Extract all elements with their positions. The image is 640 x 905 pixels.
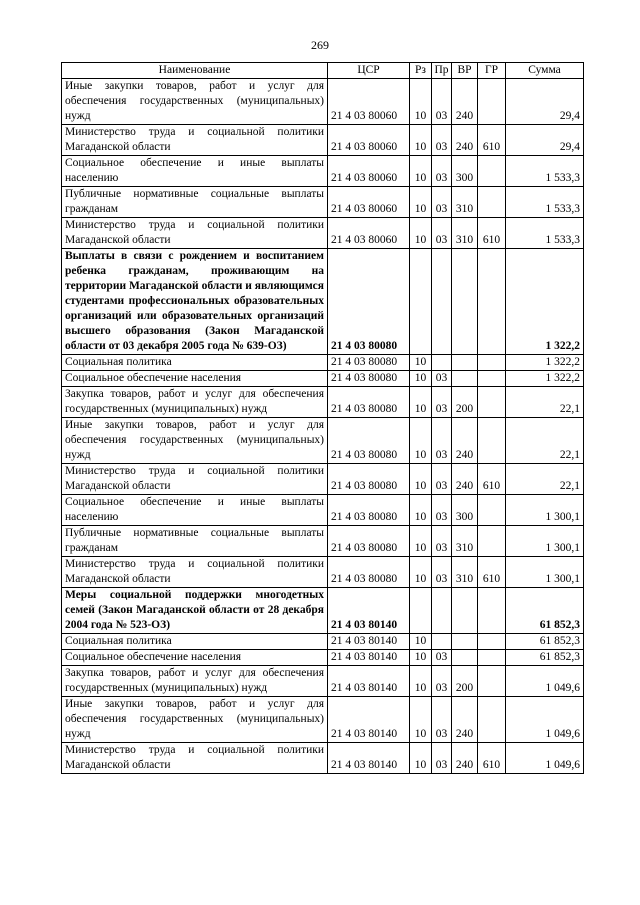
row-csr: 21 4 03 80080	[328, 526, 410, 557]
row-rz: 10	[410, 697, 432, 743]
row-vr: 310	[452, 557, 478, 588]
row-name: Министерство труда и социальной политики Магаданской области	[62, 464, 328, 495]
row-sum: 61 852,3	[506, 650, 584, 666]
row-gr	[478, 418, 506, 464]
table-row	[62, 650, 584, 666]
table-row	[62, 187, 584, 218]
row-csr: 21 4 03 80140	[328, 697, 410, 743]
row-rz: 10	[410, 387, 432, 418]
table-row	[62, 588, 584, 634]
row-gr: 610	[478, 125, 506, 156]
row-csr: 21 4 03 80080	[328, 387, 410, 418]
row-csr: 21 4 03 80080	[328, 495, 410, 526]
row-name: Выплаты в связи с рождением и воспитанием ребенка гражданам, проживающим на территории Магаданской области и являющимся студентами профессиональных образовательных организаций или образовательных организаций высшего образования (Закон Магаданской области от 03 декабря 2005 года № 639-ОЗ)	[62, 249, 328, 355]
row-gr	[478, 588, 506, 634]
row-sum: 61 852,3	[506, 588, 584, 634]
row-csr: 21 4 03 80080	[328, 557, 410, 588]
row-csr: 21 4 03 80140	[328, 743, 410, 774]
table-row	[62, 526, 584, 557]
row-name: Министерство труда и социальной политики Магаданской области	[62, 557, 328, 588]
row-pr	[432, 588, 452, 634]
row-csr: 21 4 03 80140	[328, 588, 410, 634]
row-pr	[432, 249, 452, 355]
row-pr: 03	[432, 495, 452, 526]
row-rz: 10	[410, 634, 432, 650]
row-gr	[478, 697, 506, 743]
row-sum: 1 322,2	[506, 249, 584, 355]
header-sum: Сумма	[506, 63, 584, 79]
row-gr	[478, 79, 506, 125]
header-name: Наименование	[62, 63, 328, 79]
row-gr: 610	[478, 743, 506, 774]
row-sum: 61 852,3	[506, 634, 584, 650]
row-pr	[432, 355, 452, 371]
table-row	[62, 218, 584, 249]
row-gr	[478, 495, 506, 526]
table-row	[62, 557, 584, 588]
row-rz: 10	[410, 156, 432, 187]
row-csr: 21 4 03 80060	[328, 187, 410, 218]
row-vr: 300	[452, 495, 478, 526]
row-name: Социальная политика	[62, 355, 328, 371]
table-row	[62, 743, 584, 774]
row-vr: 240	[452, 79, 478, 125]
row-name: Закупка товаров, работ и услуг для обеспечения государственных (муниципальных) нужд	[62, 387, 328, 418]
row-rz	[410, 249, 432, 355]
row-pr: 03	[432, 464, 452, 495]
row-pr: 03	[432, 666, 452, 697]
row-sum: 22,1	[506, 464, 584, 495]
row-name: Социальное обеспечение и иные выплаты населению	[62, 156, 328, 187]
row-rz: 10	[410, 495, 432, 526]
row-gr	[478, 666, 506, 697]
row-rz: 10	[410, 355, 432, 371]
row-vr: 200	[452, 666, 478, 697]
row-pr: 03	[432, 187, 452, 218]
row-vr	[452, 650, 478, 666]
row-name: Министерство труда и социальной политики Магаданской области	[62, 125, 328, 156]
row-vr: 310	[452, 187, 478, 218]
row-csr: 21 4 03 80060	[328, 156, 410, 187]
row-rz	[410, 588, 432, 634]
row-name: Публичные нормативные социальные выплаты гражданам	[62, 187, 328, 218]
row-name: Публичные нормативные социальные выплаты гражданам	[62, 526, 328, 557]
row-sum: 22,1	[506, 418, 584, 464]
row-pr: 03	[432, 526, 452, 557]
row-csr: 21 4 03 80060	[328, 218, 410, 249]
row-name: Социальное обеспечение населения	[62, 650, 328, 666]
row-rz: 10	[410, 743, 432, 774]
row-sum: 1 300,1	[506, 526, 584, 557]
row-pr: 03	[432, 557, 452, 588]
table-row	[62, 125, 584, 156]
row-rz: 10	[410, 418, 432, 464]
row-vr	[452, 249, 478, 355]
row-pr	[432, 634, 452, 650]
row-vr	[452, 634, 478, 650]
row-name: Иные закупки товаров, работ и услуг для обеспечения государственных (муниципальных) нужд	[62, 79, 328, 125]
row-sum: 1 300,1	[506, 557, 584, 588]
row-csr: 21 4 03 80080	[328, 371, 410, 387]
row-name: Социальное обеспечение населения	[62, 371, 328, 387]
row-sum: 1 322,2	[506, 355, 584, 371]
row-csr: 21 4 03 80080	[328, 464, 410, 495]
row-rz: 10	[410, 650, 432, 666]
header-rz: Рз	[410, 63, 432, 79]
row-gr	[478, 355, 506, 371]
row-vr: 240	[452, 743, 478, 774]
row-csr: 21 4 03 80060	[328, 79, 410, 125]
table-row	[62, 355, 584, 371]
budget-table	[61, 62, 584, 774]
row-gr: 610	[478, 557, 506, 588]
row-gr	[478, 526, 506, 557]
row-rz: 10	[410, 125, 432, 156]
row-vr: 310	[452, 218, 478, 249]
table-row	[62, 156, 584, 187]
row-pr: 03	[432, 697, 452, 743]
row-sum: 1 049,6	[506, 743, 584, 774]
row-pr: 03	[432, 79, 452, 125]
row-gr: 610	[478, 464, 506, 495]
row-vr: 310	[452, 526, 478, 557]
row-rz: 10	[410, 526, 432, 557]
row-sum: 29,4	[506, 79, 584, 125]
table-header-row	[62, 63, 584, 79]
row-vr	[452, 355, 478, 371]
table-row	[62, 371, 584, 387]
row-vr	[452, 371, 478, 387]
table-row	[62, 464, 584, 495]
row-csr: 21 4 03 80060	[328, 125, 410, 156]
row-rz: 10	[410, 187, 432, 218]
row-pr: 03	[432, 156, 452, 187]
row-pr: 03	[432, 387, 452, 418]
table-row	[62, 418, 584, 464]
row-sum: 1 533,3	[506, 218, 584, 249]
row-gr	[478, 634, 506, 650]
row-vr: 240	[452, 418, 478, 464]
row-vr: 240	[452, 697, 478, 743]
table-row	[62, 666, 584, 697]
row-sum: 29,4	[506, 125, 584, 156]
row-vr: 240	[452, 125, 478, 156]
row-gr	[478, 650, 506, 666]
page-number: 269	[311, 38, 329, 52]
row-gr: 610	[478, 218, 506, 249]
table-row	[62, 634, 584, 650]
table-row	[62, 697, 584, 743]
row-name: Министерство труда и социальной политики Магаданской области	[62, 743, 328, 774]
row-pr: 03	[432, 418, 452, 464]
row-rz: 10	[410, 371, 432, 387]
row-rz: 10	[410, 666, 432, 697]
table-body	[62, 79, 584, 774]
row-gr	[478, 156, 506, 187]
row-name: Меры социальной поддержки многодетных семей (Закон Магаданской области от 28 декабря 2004 года № 523-ОЗ)	[62, 588, 328, 634]
row-csr: 21 4 03 80140	[328, 666, 410, 697]
row-name: Социальная политика	[62, 634, 328, 650]
header-vr: ВР	[452, 63, 478, 79]
row-rz: 10	[410, 557, 432, 588]
table-row	[62, 387, 584, 418]
header-csr: ЦСР	[328, 63, 410, 79]
table-row	[62, 495, 584, 526]
row-name: Министерство труда и социальной политики Магаданской области	[62, 218, 328, 249]
row-gr	[478, 387, 506, 418]
row-gr	[478, 371, 506, 387]
row-name: Закупка товаров, работ и услуг для обеспечения государственных (муниципальных) нужд	[62, 666, 328, 697]
row-csr: 21 4 03 80080	[328, 355, 410, 371]
row-vr: 300	[452, 156, 478, 187]
row-sum: 1 533,3	[506, 187, 584, 218]
row-csr: 21 4 03 80140	[328, 634, 410, 650]
row-name: Социальное обеспечение и иные выплаты населению	[62, 495, 328, 526]
row-rz: 10	[410, 79, 432, 125]
row-rz: 10	[410, 464, 432, 495]
row-name: Иные закупки товаров, работ и услуг для обеспечения государственных (муниципальных) нужд	[62, 418, 328, 464]
header-gr: ГР	[478, 63, 506, 79]
row-pr: 03	[432, 218, 452, 249]
row-sum: 1 300,1	[506, 495, 584, 526]
row-pr: 03	[432, 371, 452, 387]
row-sum: 1 049,6	[506, 666, 584, 697]
row-csr: 21 4 03 80140	[328, 650, 410, 666]
row-pr: 03	[432, 743, 452, 774]
row-gr	[478, 249, 506, 355]
row-sum: 1 049,6	[506, 697, 584, 743]
row-sum: 22,1	[506, 387, 584, 418]
row-name: Иные закупки товаров, работ и услуг для обеспечения государственных (муниципальных) нужд	[62, 697, 328, 743]
row-vr: 240	[452, 464, 478, 495]
row-vr: 200	[452, 387, 478, 418]
row-vr	[452, 588, 478, 634]
header-pr: Пр	[432, 63, 452, 79]
row-pr: 03	[432, 125, 452, 156]
row-sum: 1 533,3	[506, 156, 584, 187]
row-csr: 21 4 03 80080	[328, 249, 410, 355]
row-sum: 1 322,2	[506, 371, 584, 387]
row-rz: 10	[410, 218, 432, 249]
row-pr: 03	[432, 650, 452, 666]
row-csr: 21 4 03 80080	[328, 418, 410, 464]
row-gr	[478, 187, 506, 218]
table-row	[62, 79, 584, 125]
table-row	[62, 249, 584, 355]
